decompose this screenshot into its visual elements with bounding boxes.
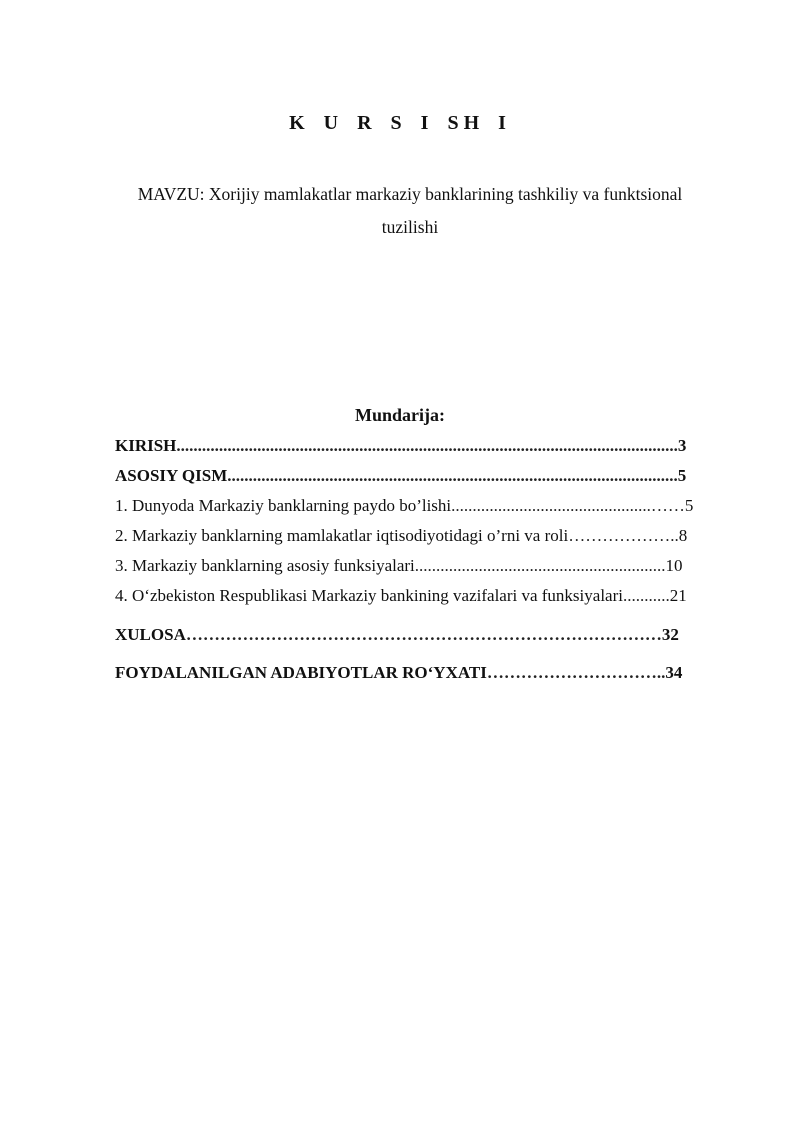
subject-line-1: MAVZU: Xorijiy mamlakatlar markaziy banklarining tashkiliy va funktsional bbox=[137, 184, 683, 204]
toc-page-number: 5 bbox=[684, 496, 694, 515]
toc-page-number: 5 bbox=[677, 466, 687, 485]
toc-entry-asosiy-qism bbox=[115, 466, 743, 486]
toc-page-number: 34 bbox=[665, 663, 683, 682]
toc-page-number: 10 bbox=[665, 556, 683, 575]
toc-leader: .......................................................................................................... bbox=[227, 466, 678, 485]
toc-entry-title: FOYDALANILGAN ADABIYOTLAR RO‘YXATI bbox=[115, 663, 487, 682]
subject-block bbox=[110, 178, 710, 244]
toc-entry-title: 4. O‘zbekiston Respublikasi Markaziy bankining vazifalari va funksiyalari bbox=[115, 586, 623, 605]
table-of-contents bbox=[115, 436, 743, 683]
toc-entry-title: KIRISH bbox=[115, 436, 177, 455]
toc-entry-title: XULOSA bbox=[115, 625, 186, 644]
toc-entry-title: ASOSIY QISM bbox=[115, 466, 228, 485]
toc-entry-title: 1. Dunyoda Markaziy banklarning paydo bo’lishi bbox=[115, 496, 452, 515]
toc-page-number: 8 bbox=[678, 526, 688, 545]
toc-leader: ...................................................................................................................... bbox=[176, 436, 678, 455]
toc-leader: ........... bbox=[622, 586, 670, 605]
subject-line-2: tuzilishi bbox=[381, 217, 439, 237]
toc-page-number: 21 bbox=[669, 586, 687, 605]
toc-entry-2 bbox=[115, 526, 743, 546]
toc-entry-xulosa bbox=[115, 625, 743, 645]
toc-leader: ……………….. bbox=[568, 526, 679, 545]
toc-leader: ...............................................…… bbox=[451, 496, 685, 515]
toc-entry-1 bbox=[115, 496, 743, 516]
toc-leader: ………………………….. bbox=[486, 663, 666, 682]
toc-entry-kirish bbox=[115, 436, 743, 456]
toc-entry-adabiyotlar bbox=[115, 663, 743, 683]
toc-entry-4 bbox=[115, 586, 743, 606]
toc-leader: ........................................................... bbox=[414, 556, 666, 575]
toc-entry-3 bbox=[115, 556, 743, 576]
toc-entry-title: 3. Markaziy banklarning asosiy funksiyalari bbox=[115, 556, 415, 575]
toc-page-number: 3 bbox=[677, 436, 687, 455]
document-title: K U R S I SH I bbox=[289, 112, 511, 134]
toc-leader: ………………………………………………………………………… bbox=[185, 625, 662, 644]
toc-page-number: 32 bbox=[661, 625, 679, 644]
toc-entry-title: 2. Markaziy banklarning mamlakatlar iqtisodiyotidagi o’rni va roli bbox=[115, 526, 569, 545]
toc-heading: Mundarija: bbox=[355, 405, 445, 425]
